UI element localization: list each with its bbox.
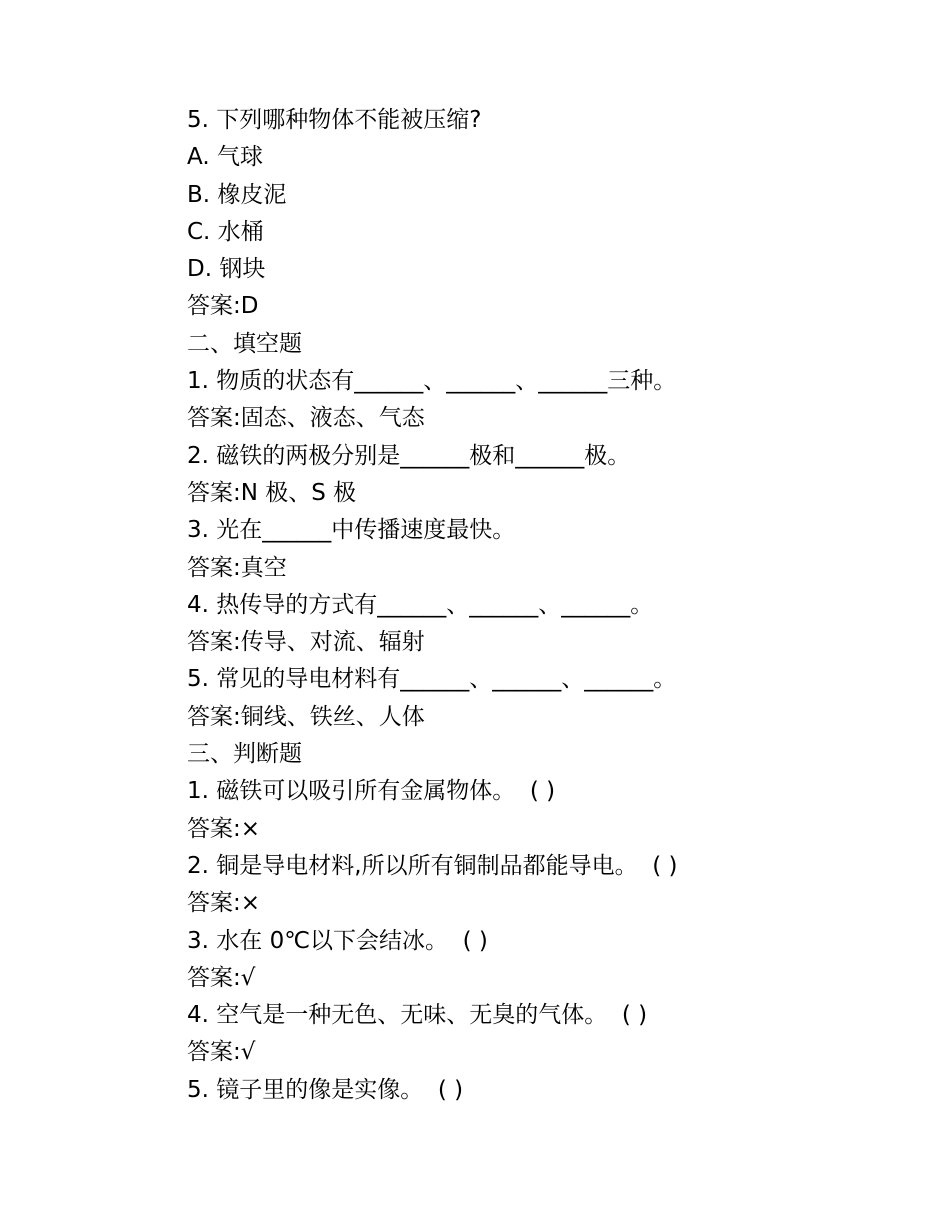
question-line: 3. 光在______中传播速度最快。 xyxy=(187,517,516,544)
section-heading: 三、判断题 xyxy=(187,741,302,768)
option-line: B. 橡皮泥 xyxy=(187,181,287,208)
question-line: 4. 热传导的方式有______、______、______。 xyxy=(187,591,654,618)
question-line: 2. 磁铁的两极分别是______极和______极。 xyxy=(187,442,631,469)
option-line: C. 水桶 xyxy=(187,218,264,245)
question-line: 5. 下列哪种物体不能被压缩? xyxy=(187,107,482,133)
answer-line: 答案:铜线、铁丝、人体 xyxy=(187,703,425,730)
section-heading: 二、填空题 xyxy=(187,330,302,357)
answer-line: 答案:N 极、S 极 xyxy=(187,479,357,506)
question-line: 3. 水在 0℃以下会结冰。 ( ) xyxy=(187,927,488,954)
question-line: 1. 磁铁可以吸引所有金属物体。 ( ) xyxy=(187,778,556,805)
document-content xyxy=(187,102,887,1109)
option-line: D. 钢块 xyxy=(187,256,266,283)
question-line: 4. 空气是一种无色、无味、无臭的气体。 ( ) xyxy=(187,1002,648,1029)
question-line: 5. 镜子里的像是实像。 ( ) xyxy=(187,1076,464,1103)
answer-line: 答案:传导、对流、辐射 xyxy=(187,629,425,656)
question-line: 2. 铜是导电材料,所以所有铜制品都能导电。 ( ) xyxy=(187,852,678,879)
answer-line: 答案:固态、液态、气态 xyxy=(187,405,425,432)
answer-line: 答案:真空 xyxy=(187,554,287,581)
option-line: A. 气球 xyxy=(187,144,263,171)
answer-line: 答案:√ xyxy=(187,1039,256,1066)
question-line: 1. 物质的状态有______、______、______三种。 xyxy=(187,368,677,395)
answer-line: 答案:√ xyxy=(187,964,256,991)
answer-line: 答案:× xyxy=(187,890,261,917)
question-line: 5. 常见的导电材料有______、______、______。 xyxy=(187,666,677,693)
answer-line: 答案:D xyxy=(187,293,259,320)
answer-line: 答案:× xyxy=(187,815,261,842)
